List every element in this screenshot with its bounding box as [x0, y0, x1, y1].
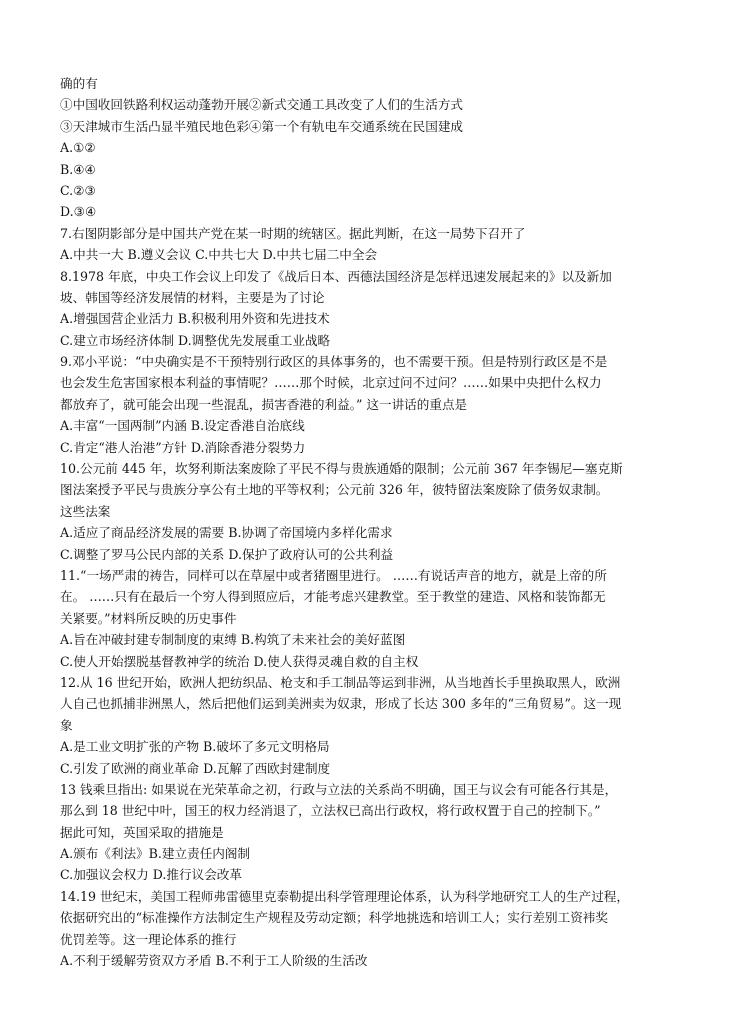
- text-line: A.增强国营企业活力 B.积极利用外资和先进技术: [60, 311, 330, 327]
- text-line: 图法案授予平民与贵族分享公有土地的平等权利；公元前 326 年，彼特留法案废除了债务奴隶制。: [60, 482, 609, 498]
- option-a: A.①②: [60, 140, 96, 156]
- question-11: 11.“一场严肃的祷告，同样可以在草屋中或者猪圈里进行。 ……有说话声音的地方，就是上帝的所: [60, 567, 607, 583]
- question-9: 9.邓小平说：“中央确实是不干预特别行政区的具体事务的，也不需要干预。但是特别行政区是不是: [60, 354, 608, 370]
- question-13: 13 钱乘旦指出: 如果说在光荣革命之初，行政与立法的关系尚不明确，国王与议会有可能各行其是，: [60, 781, 618, 797]
- text-line: 确的有: [60, 76, 98, 91]
- option-c: C.②③: [60, 182, 96, 198]
- text-line: 那么到 18 世纪中叶，国王的权力经消退了，立法权已高出行政权，将行政权置于自己的控制下。”: [60, 803, 601, 819]
- text-line: C.加强议会权力 D.推行议会改革: [60, 867, 242, 883]
- text-line: A.适应了商品经济发展的需要 B.协调了帝国境内多样化需求: [60, 525, 393, 541]
- question-14: 14.19 世纪末，美国工程师弗雷德里克泰勒提出科学管理理论体系，认为科学地研究工人的生产过程，: [60, 888, 629, 904]
- text-line: A.颁布《利法》B.建立责任内阁制: [60, 846, 251, 862]
- text-line: C.肯定“港人治港”方针 D.消除香港分裂势力: [60, 439, 306, 455]
- text-line: C.建立市场经济体制 D.调整优先发展重工业战略: [60, 332, 331, 348]
- text-line: 也会发生危害国家根本利益的事情呢？……那个时候，北京过问不过问？……如果中央把什么权力: [60, 375, 602, 391]
- text-line: C.引发了欧洲的商业革命 D.瓦解了西欧封建制度: [60, 760, 331, 776]
- text-line: 人自己也抓捕非洲黑人，然后把他们运到美洲卖为奴隶，形成了长达 300 多年的“三角贸易”。这一现: [60, 696, 622, 712]
- text-line: 都放弃了，就可能会出现一些混乱，损害香港的利益。” 这一讲话的重点是: [60, 396, 468, 412]
- text-line: A.是工业文明扩张的产物 B.破坏了多元文明格局: [60, 739, 330, 755]
- text-line: 坡、韩国等经济发展情的材料，主要是为了讨论: [60, 289, 325, 305]
- text-line: 在。 ……只有在最后一个穷人得到照应后，才能考虑兴建教堂。至于教堂的建造、风格和装饰都无: [60, 589, 606, 605]
- question-12: 12.从 16 世纪开始，欧洲人把纺织品、枪支和手工制品等运到非洲，从当地酋长手里换取黑人，欧洲: [60, 674, 621, 690]
- document-page: [60, 73, 684, 971]
- text-line: 象: [60, 717, 73, 733]
- text-line: 据此可知，英国采取的措施是: [60, 824, 224, 840]
- text-line: 关紧要。”材料所反映的历史事件: [60, 610, 237, 626]
- text-line: ①中国收回铁路利权运动蓬勃开展②新式交通工具改变了人们的生活方式: [60, 97, 463, 113]
- text-line: 这些法案: [60, 503, 111, 519]
- text-line: ③天津城市生活凸显半殖民地色彩④第一个有轨电车交通系统在民国建成: [60, 118, 463, 134]
- question-7: 7.右图阴影部分是中国共产党在某一时期的统辖区。据此判断，在这一局势下召开了: [60, 225, 526, 241]
- text-line: 优罚差等。这一理论体系的推行: [60, 931, 237, 947]
- text-line: C.使人开始摆脱基督教神学的统治 D.使人获得灵魂自救的自主权: [60, 653, 419, 669]
- text-line: A.旨在冲破封建专制制度的束缚 B.构筑了未来社会的美好蓝图: [60, 632, 406, 648]
- text-line: A.中共一大 B.遵义会议 C.中共七大 D.中共七届二中全会: [60, 247, 378, 263]
- text-line: A.丰富“一国两制”内涵 B.设定香港自治底线: [60, 418, 305, 434]
- question-10: 10.公元前 445 年，坎努利斯法案废除了平民不得与贵族通婚的限制；公元前 367 年李锡尼—塞克斯: [60, 461, 623, 477]
- option-b: B.④④: [60, 161, 96, 177]
- text-line: C.调整了罗马公民内部的关系 D.保护了政府认可的公共利益: [60, 546, 394, 562]
- option-d: D.③④: [60, 204, 97, 220]
- text-line: A.不利于缓解劳资双方矛盾 B.不利于工人阶级的生活改: [60, 953, 368, 969]
- question-8: 8.1978 年底，中央工作会议上印发了《战后日本、西德法国经济是怎样迅速发展起来的》以及新加: [60, 268, 612, 284]
- text-line: 依据研究出的“标准操作方法制定生产规程及劳动定额；科学地挑选和培训工人；实行差别工资袆奖: [60, 910, 608, 926]
